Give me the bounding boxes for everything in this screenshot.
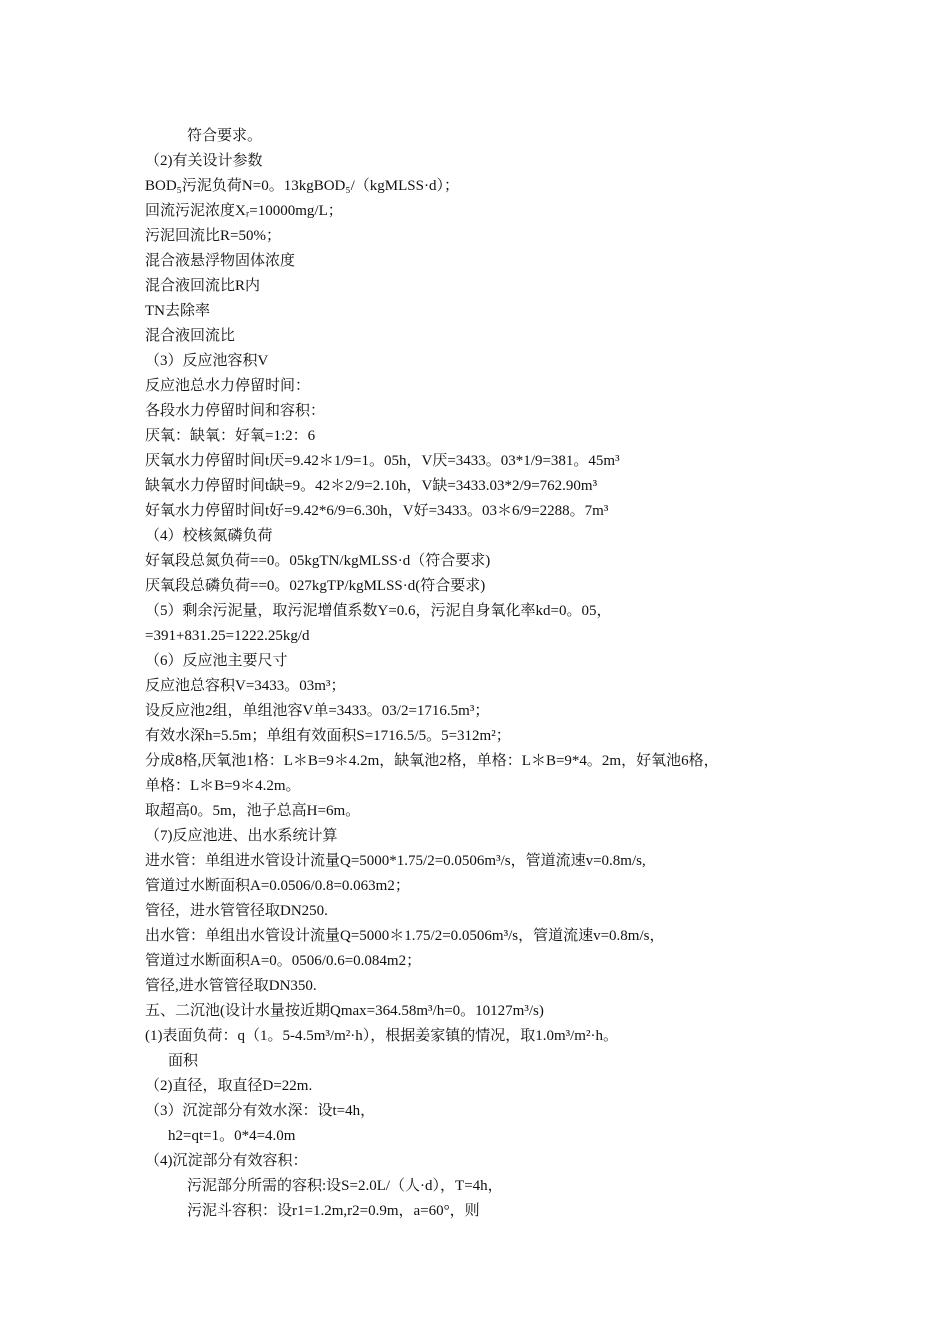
text-line: 符合要求。 [187,128,263,144]
text-line: 混合液回流比 [145,328,236,344]
text-line: (1)表面负荷：q（1。5-4.5m³/m²·h），根据姜家镇的情况，取1.0m³/m²·h。 [145,1028,618,1044]
text-line: 有效水深h=5.5m；单组有效面积S=1716.5/5。5=312m²； [145,728,511,744]
text-line: 取超高0。5m，池子总高H=6m。 [145,803,361,819]
text-line: 污泥部分所需的容积:设S=2.0L/（人·d），T=4h， [187,1178,503,1194]
text-line: 设反应池2组，单组池容V单=3433。03/2=1716.5m³； [145,703,490,719]
text-line: 厌氧：缺氧：好氧=1:2：6 [145,428,316,444]
text-line: 分成8格,厌氧池1格：L＊B=9＊4.2m，缺氧池2格，单格：L＊B=9*4。2m，好氧池6格， [145,753,719,769]
text-line: 回流污泥浓度Xᵣ=10000mg/L； [145,203,343,219]
text-line: 污泥斗容积：设r1=1.2m,r2=0.9m，a=60°，则 [187,1203,480,1219]
text-line: =391+831.25=1222.25kg/d [145,628,310,644]
text-line: 管道过水断面积A=0。0506/0.6=0.084m2； [145,953,422,969]
section-heading: （6）反应池主要尺寸 [145,653,288,669]
text-line: 单格：L＊B=9＊4.2m。 [145,778,301,794]
text-line: h2=qt=1。0*4=4.0m [168,1128,296,1144]
text-line: 混合液回流比R内 [145,278,261,294]
text-line: （4)沉淀部分有效容积： [145,1153,308,1169]
text-line: 好氧段总氮负荷==0。05kgTN/kgMLSS·d（符合要求) [145,553,491,569]
chapter-heading: 五、二沉池(设计水量按近期Qmax=364.58m³/h=0。10127m³/s) [145,1003,544,1019]
section-heading: （5）剩余污泥量，取污泥增值系数Y=0.6，污泥自身氧化率kd=0。05， [145,603,612,619]
section-heading: （3）反应池容积V [145,353,269,369]
text-line: 管径,进水管管径取DN350. [145,978,317,994]
text-line: 面积 [168,1053,199,1069]
text-line: 污泥回流比R=50%； [145,228,281,244]
section-heading: （7)反应池进、出水系统计算 [145,828,338,844]
text-line: 厌氧水力停留时间t厌=9.42＊1/9=1。05h，V厌=3433。03*1/9=381。45m³ [145,453,620,469]
text-line: （2)直径，取直径D=22m. [145,1078,313,1094]
text-line: 出水管：单组出水管设计流量Q=5000＊1.75/2=0.0506m³/s，管道流速v=0.8m/s， [145,928,665,944]
text-line: 好氧水力停留时间t好=9.42*6/9=6.30h，V好=3433。03＊6/9=2288。7m³ [145,503,609,519]
text-line: 各段水力停留时间和容积： [145,403,326,419]
text-line: 混合液悬浮物固体浓度 [145,253,296,269]
text-line: （3）沉淀部分有效水深：设t=4h， [145,1103,376,1119]
text-line: 反应池总容积V=3433。03m³； [145,678,346,694]
text-line: 厌氧段总磷负荷==0。027kgTP/kgMLSS·d(符合要求) [145,578,486,594]
text-line: 反应池总水力停留时间： [145,378,311,394]
section-heading: （2)有关设计参数 [145,153,263,169]
text-line: 进水管：单组进水管设计流量Q=5000*1.75/2=0.0506m³/s，管道流速v=0.8m/s, [145,853,646,869]
text-line: TN去除率 [145,303,210,319]
section-heading: （4）校核氮磷负荷 [145,528,273,544]
text-line: 管径，进水管管径取DN250. [145,903,328,919]
text-line: 缺氧水力停留时间t缺=9。42＊2/9=2.10h，V缺=3433.03*2/9=762.90m³ [145,478,598,494]
text-line: 管道过水断面积A=0.0506/0.8=0.063m2； [145,878,410,894]
text-line: BOD₅污泥负荷N=0。13kgBOD₅/（kgMLSS·d）； [145,178,459,194]
